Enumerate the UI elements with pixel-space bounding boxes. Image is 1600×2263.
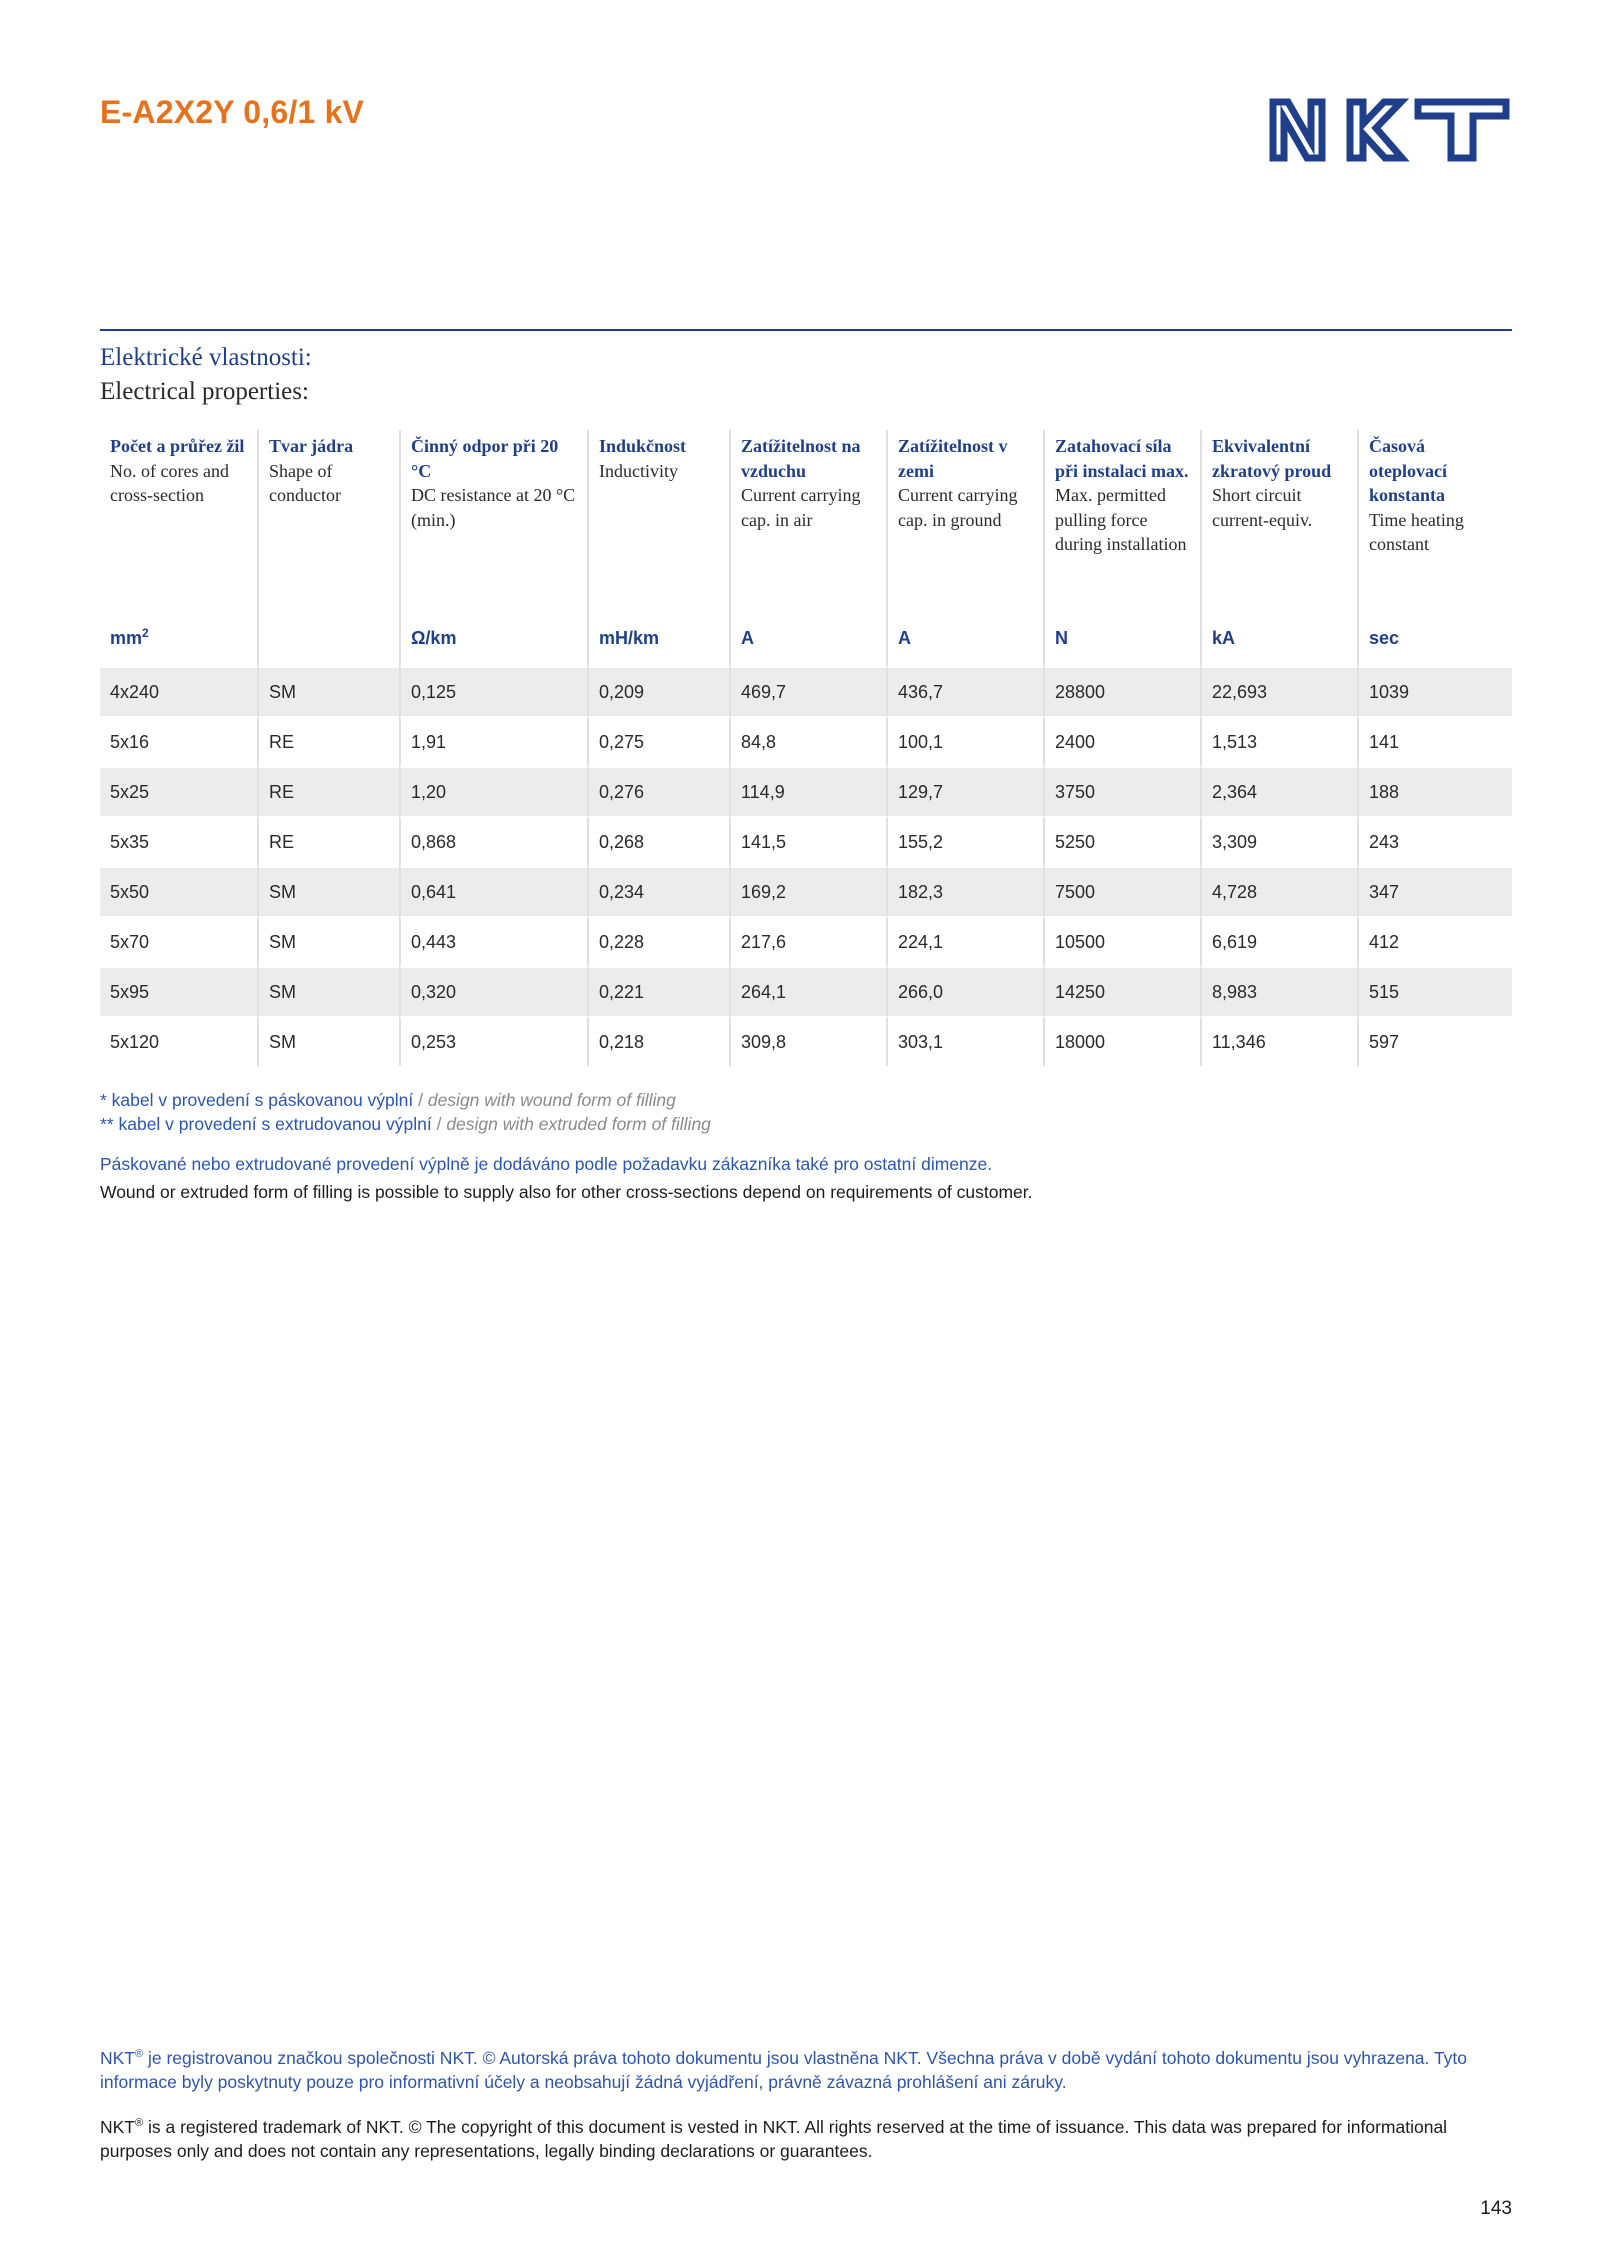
footnote-wound-filling: * kabel v provedení s páskovanou výplní / design with wound form of filling bbox=[100, 1090, 676, 1110]
filling-note-english: Wound or extruded form of filling is possible to supply also for other cross-sections depend on requirements of customer. bbox=[100, 1182, 1033, 1202]
table-cell: 5x50 bbox=[100, 866, 257, 916]
table-cell: RE bbox=[257, 816, 399, 866]
legal-notice-english: NKT® is a registered trademark of NKT. © The copyright of this document is vested in NKT. All rights reserved at the time of issuance. This data was prepared for informational purposes only and does not contain any representations, legally binding declarations or guarantees. bbox=[100, 2117, 1448, 2161]
table-row bbox=[100, 766, 1512, 816]
table-cell: 22,693 bbox=[1200, 666, 1357, 716]
table-cell: SM bbox=[257, 916, 399, 966]
page-number: 143 bbox=[1480, 2198, 1512, 2219]
table-cell: 1,91 bbox=[399, 716, 587, 766]
footnote-extruded-filling: ** kabel v provedení s extrudovanou výplní / design with extruded form of filling bbox=[100, 1114, 711, 1134]
table-cell: 182,3 bbox=[886, 866, 1043, 916]
table-cell: 141,5 bbox=[729, 816, 886, 866]
unit-label: $mm^2$ bbox=[110, 625, 149, 648]
table-row bbox=[100, 866, 1512, 916]
table-cell: 0,268 bbox=[587, 816, 729, 866]
column-header-capacity-ground: Zatížitelnost v zemi Current carrying cap. in ground bbox=[886, 430, 1043, 610]
table-cell: 1,20 bbox=[399, 766, 587, 816]
table-cell: SM bbox=[257, 866, 399, 916]
table-cell: 4x240 bbox=[100, 666, 257, 716]
table-row bbox=[100, 1016, 1512, 1066]
table-cell: RE bbox=[257, 766, 399, 816]
table-cell: 0,443 bbox=[399, 916, 587, 966]
table-cell: 11,346 bbox=[1200, 1016, 1357, 1066]
table-cell: 0,221 bbox=[587, 966, 729, 1016]
unit-label: kA bbox=[1200, 610, 1357, 666]
table-cell: 224,1 bbox=[886, 916, 1043, 966]
table-cell: 469,7 bbox=[729, 666, 886, 716]
table-cell: 5x120 bbox=[100, 1016, 257, 1066]
table-cell: 0,641 bbox=[399, 866, 587, 916]
table-cell: 100,1 bbox=[886, 716, 1043, 766]
table-cell: 436,7 bbox=[886, 666, 1043, 716]
unit-label: sec bbox=[1357, 610, 1512, 666]
table-cell: 5x16 bbox=[100, 716, 257, 766]
table-cell: 0,125 bbox=[399, 666, 587, 716]
table-body bbox=[100, 666, 1512, 1066]
table-cell: RE bbox=[257, 716, 399, 766]
table-cell: 0,228 bbox=[587, 916, 729, 966]
table-cell: 155,2 bbox=[886, 816, 1043, 866]
table-cell: 7500 bbox=[1043, 866, 1200, 916]
table-cell: 597 bbox=[1357, 1016, 1512, 1066]
table-row bbox=[100, 816, 1512, 866]
table-cell: 5x35 bbox=[100, 816, 257, 866]
table-cell: 264,1 bbox=[729, 966, 886, 1016]
table-cell: SM bbox=[257, 666, 399, 716]
table-cell: 6,619 bbox=[1200, 916, 1357, 966]
table-cell: 0,209 bbox=[587, 666, 729, 716]
table-cell: 0,218 bbox=[587, 1016, 729, 1066]
table-row bbox=[100, 966, 1512, 1016]
table-cell: 4,728 bbox=[1200, 866, 1357, 916]
filling-note-czech: Páskované nebo extrudované provedení výplně je dodáváno podle požadavku zákazníka také pro ostatní dimenze. bbox=[100, 1154, 993, 1174]
table-cell: 347 bbox=[1357, 866, 1512, 916]
section-divider bbox=[100, 329, 1512, 331]
table-cell: 0,234 bbox=[587, 866, 729, 916]
table-row bbox=[100, 666, 1512, 716]
table-cell: 2400 bbox=[1043, 716, 1200, 766]
table-cell: 169,2 bbox=[729, 866, 886, 916]
table-cell: SM bbox=[257, 1016, 399, 1066]
table-cell: 0,868 bbox=[399, 816, 587, 866]
table-cell: 8,983 bbox=[1200, 966, 1357, 1016]
table-cell: 141 bbox=[1357, 716, 1512, 766]
section-title-czech: Elektrické vlastnosti: bbox=[100, 344, 312, 371]
table-cell: 412 bbox=[1357, 916, 1512, 966]
column-header-pulling-force: Zatahovací síla při instalaci max. Max. permitted pulling force during installation bbox=[1043, 430, 1200, 610]
table-cell: 0,253 bbox=[399, 1016, 587, 1066]
table-cell: 217,6 bbox=[729, 916, 886, 966]
column-header-shape: Tvar jádra Shape of conductor bbox=[257, 430, 399, 610]
table-cell: 3,309 bbox=[1200, 816, 1357, 866]
section-title-english: Electrical properties: bbox=[100, 378, 309, 405]
column-header-cores: Počet a průřez žil No. of cores and cross-section bbox=[110, 436, 245, 505]
electrical-properties-table bbox=[100, 430, 1512, 1066]
table-cell: 3750 bbox=[1043, 766, 1200, 816]
table-cell: 5x95 bbox=[100, 966, 257, 1016]
table-cell: 0,275 bbox=[587, 716, 729, 766]
table-cell: 1039 bbox=[1357, 666, 1512, 716]
column-header-capacity-air: Zatížitelnost na vzduchu Current carrying cap. in air bbox=[729, 430, 886, 610]
table-cell: 5x70 bbox=[100, 916, 257, 966]
unit-label: A bbox=[886, 610, 1043, 666]
table-cell: 0,276 bbox=[587, 766, 729, 816]
table-cell: 0,320 bbox=[399, 966, 587, 1016]
table-cell: 188 bbox=[1357, 766, 1512, 816]
table-cell: 243 bbox=[1357, 816, 1512, 866]
table-cell: 515 bbox=[1357, 966, 1512, 1016]
column-header-inductivity: Indukčnost Inductivity bbox=[587, 430, 729, 610]
table-cell: 84,8 bbox=[729, 716, 886, 766]
table-cell: 18000 bbox=[1043, 1016, 1200, 1066]
table-cell: SM bbox=[257, 966, 399, 1016]
table-cell: 129,7 bbox=[886, 766, 1043, 816]
document-title: E-A2X2Y 0,6/1 kV bbox=[100, 94, 365, 130]
table-row bbox=[100, 716, 1512, 766]
table-cell: 28800 bbox=[1043, 666, 1200, 716]
column-header-resistance: Činný odpor při 20 °C DC resistance at 20 °C (min.) bbox=[399, 430, 587, 610]
unit-label: mH/km bbox=[587, 610, 729, 666]
table-row bbox=[100, 916, 1512, 966]
unit-label: N bbox=[1043, 610, 1200, 666]
table-cell: 5x25 bbox=[100, 766, 257, 816]
table-cell: 10500 bbox=[1043, 916, 1200, 966]
column-header-short-circuit: Ekvivalentní zkratový proud Short circuit current-equiv. bbox=[1200, 430, 1357, 610]
table-cell: 5250 bbox=[1043, 816, 1200, 866]
legal-notice-czech: NKT® je registrovanou značkou společnosti NKT. © Autorská práva tohoto dokumentu jsou vlastněna NKT. Všechna práva v době vydání tohoto dokumentu jsou vyhrazena. Tyto informace byly poskytnuty pouze pro informativní účely a neobsahují žádná vyjádření, právně závazná prohlášení ani záruky. bbox=[100, 2048, 1468, 2092]
unit-label: Ω/km bbox=[399, 610, 587, 666]
table-cell: 303,1 bbox=[886, 1016, 1043, 1066]
table-cell: 2,364 bbox=[1200, 766, 1357, 816]
unit-label bbox=[257, 610, 399, 666]
nkt-logo bbox=[1268, 98, 1512, 162]
table-cell: 1,513 bbox=[1200, 716, 1357, 766]
table-cell: 14250 bbox=[1043, 966, 1200, 1016]
table-cell: 309,8 bbox=[729, 1016, 886, 1066]
column-header-heating-constant: Časová oteplovací konstanta Time heating constant bbox=[1357, 430, 1512, 610]
table-cell: 266,0 bbox=[886, 966, 1043, 1016]
table-cell: 114,9 bbox=[729, 766, 886, 816]
unit-label: A bbox=[729, 610, 886, 666]
